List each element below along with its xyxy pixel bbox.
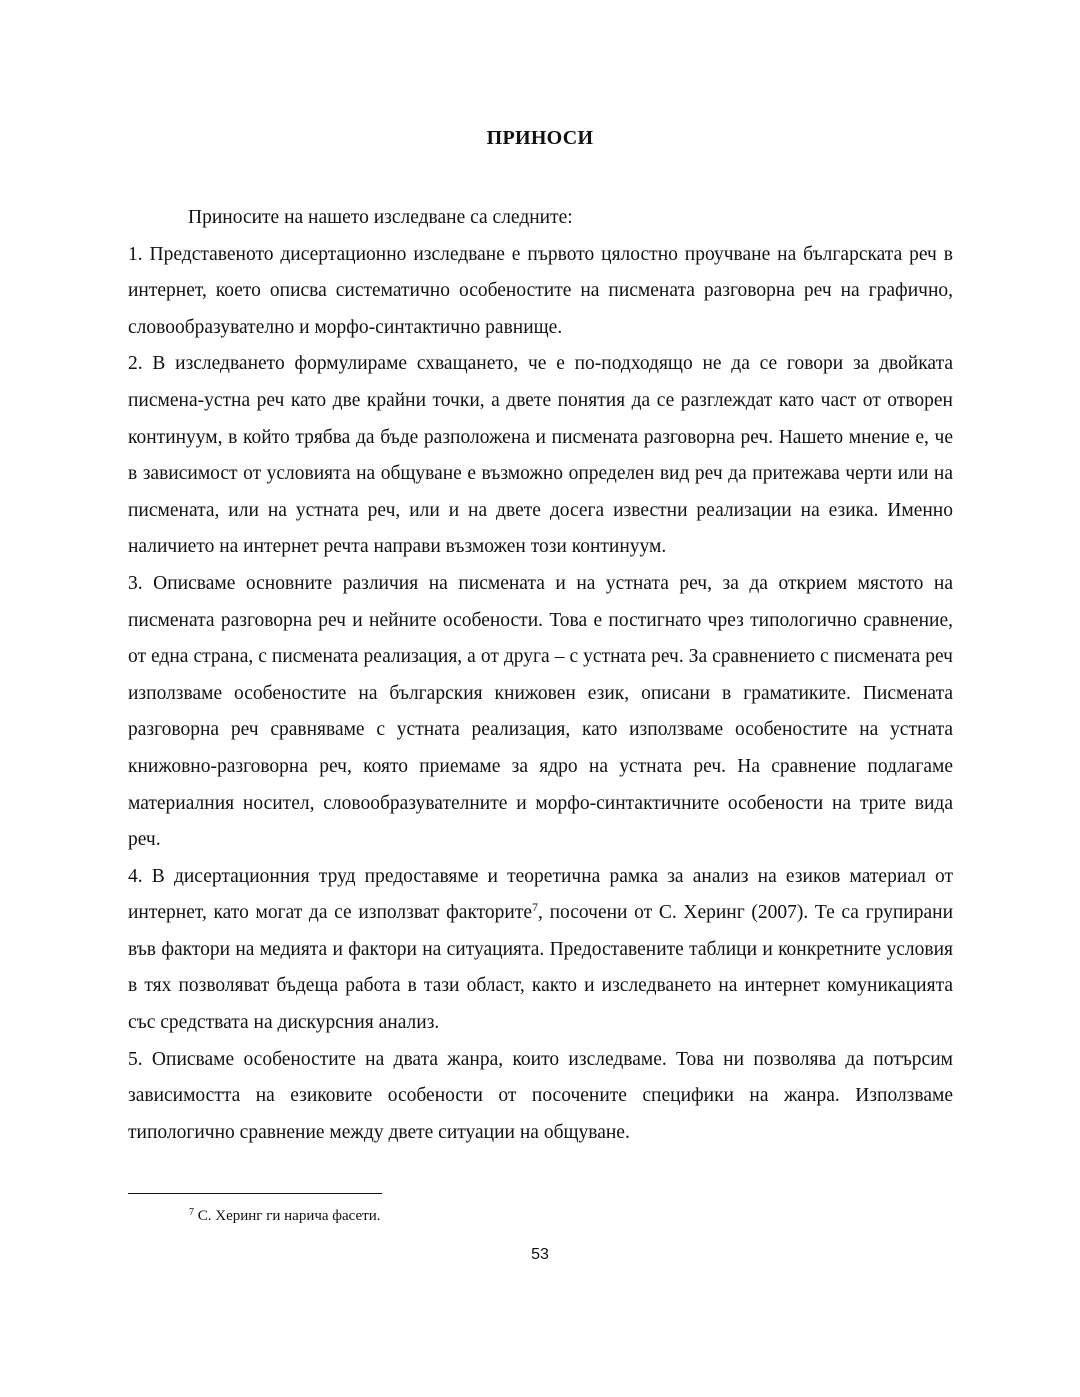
contribution-item-2: 2. В изследването формулираме схващането, че е по-подходящо не да се говори за двойката писмена-устна реч като две крайни точки, а двете понятия да се разглеждат като част от отворен континуум, в който трябва да бъде разположена и писмената разговорна реч. Нашето мнение е, че в зависимост от условията на общуване е възможно определен вид реч да притежава черти или на писмената, или на устната реч, или и на двете досега известни реализации на езика. Именно наличието на интернет речта направи възможен този континуум. — [128, 353, 953, 558]
contribution-item-1: 1. Представеното дисертационно изследване е първото цялостно проучване на българската реч в интернет, което описва систематично особеностите на писмената разговорна реч на графично, словообразувателно и морфо-синтактично равнище. — [128, 243, 953, 338]
contribution-item-3: 3. Описваме основните различия на писмената и на устната реч, за да открием мястото на писмената разговорна реч и нейните особености. Това е постигнато чрез типологично сравнение, от една страна, с писмената реализация, а от друга – с устната реч. За сравнението с писмената реч използваме особеностите на българския книжовен език, описани в граматиките. Писмената разговорна реч сравняваме с устната реализация, като използваме особеностите на устната книжовно-разговорна реч, която приемаме за ядро на устната реч. На сравнение подлагаме материалния носител, словообразувателните и морфо-синтактичните особености на трите вида реч. — [128, 572, 953, 851]
page-number: 53 — [531, 1246, 549, 1263]
footnote-text: С. Херинг ги нарича фасети. — [194, 1208, 381, 1224]
intro-paragraph: Приносите на нашето изследване са следните: — [188, 207, 573, 228]
footnote-divider — [128, 1193, 382, 1194]
body-text — [128, 200, 953, 1151]
footnote-marker: 7 — [189, 1207, 194, 1218]
footnote — [189, 1206, 381, 1226]
contribution-item-5: 5. Описваме особеностите на двата жанра, които изследваме. Това ни позволява да потърсим зависимостта на езиковите особености от посочените специфики на жанра. Използваме типологично сравнение между двете ситуации на общуване. — [128, 1048, 953, 1143]
footnote-reference[interactable]: 7 — [532, 900, 539, 915]
contribution-item-4 — [128, 859, 953, 1042]
item-4-text-end: , посочени от С. Херинг (2007). Те са групирани във фактори на медията и фактори на ситуацията. Предоставените таблици и конкретните условия в тях позволяват бъдеща работа в тази област, както и изследването на интернет комуникацията със средствата на дискурсния анализ. — [128, 902, 954, 1034]
page-title: ПРИНОСИ — [486, 127, 594, 149]
item-4-text-start: 4. В дисертационния труд предоставяме и теоретична рамка за анализ на езиков материал от интернет, като могат да се използват факторите — [128, 865, 953, 924]
